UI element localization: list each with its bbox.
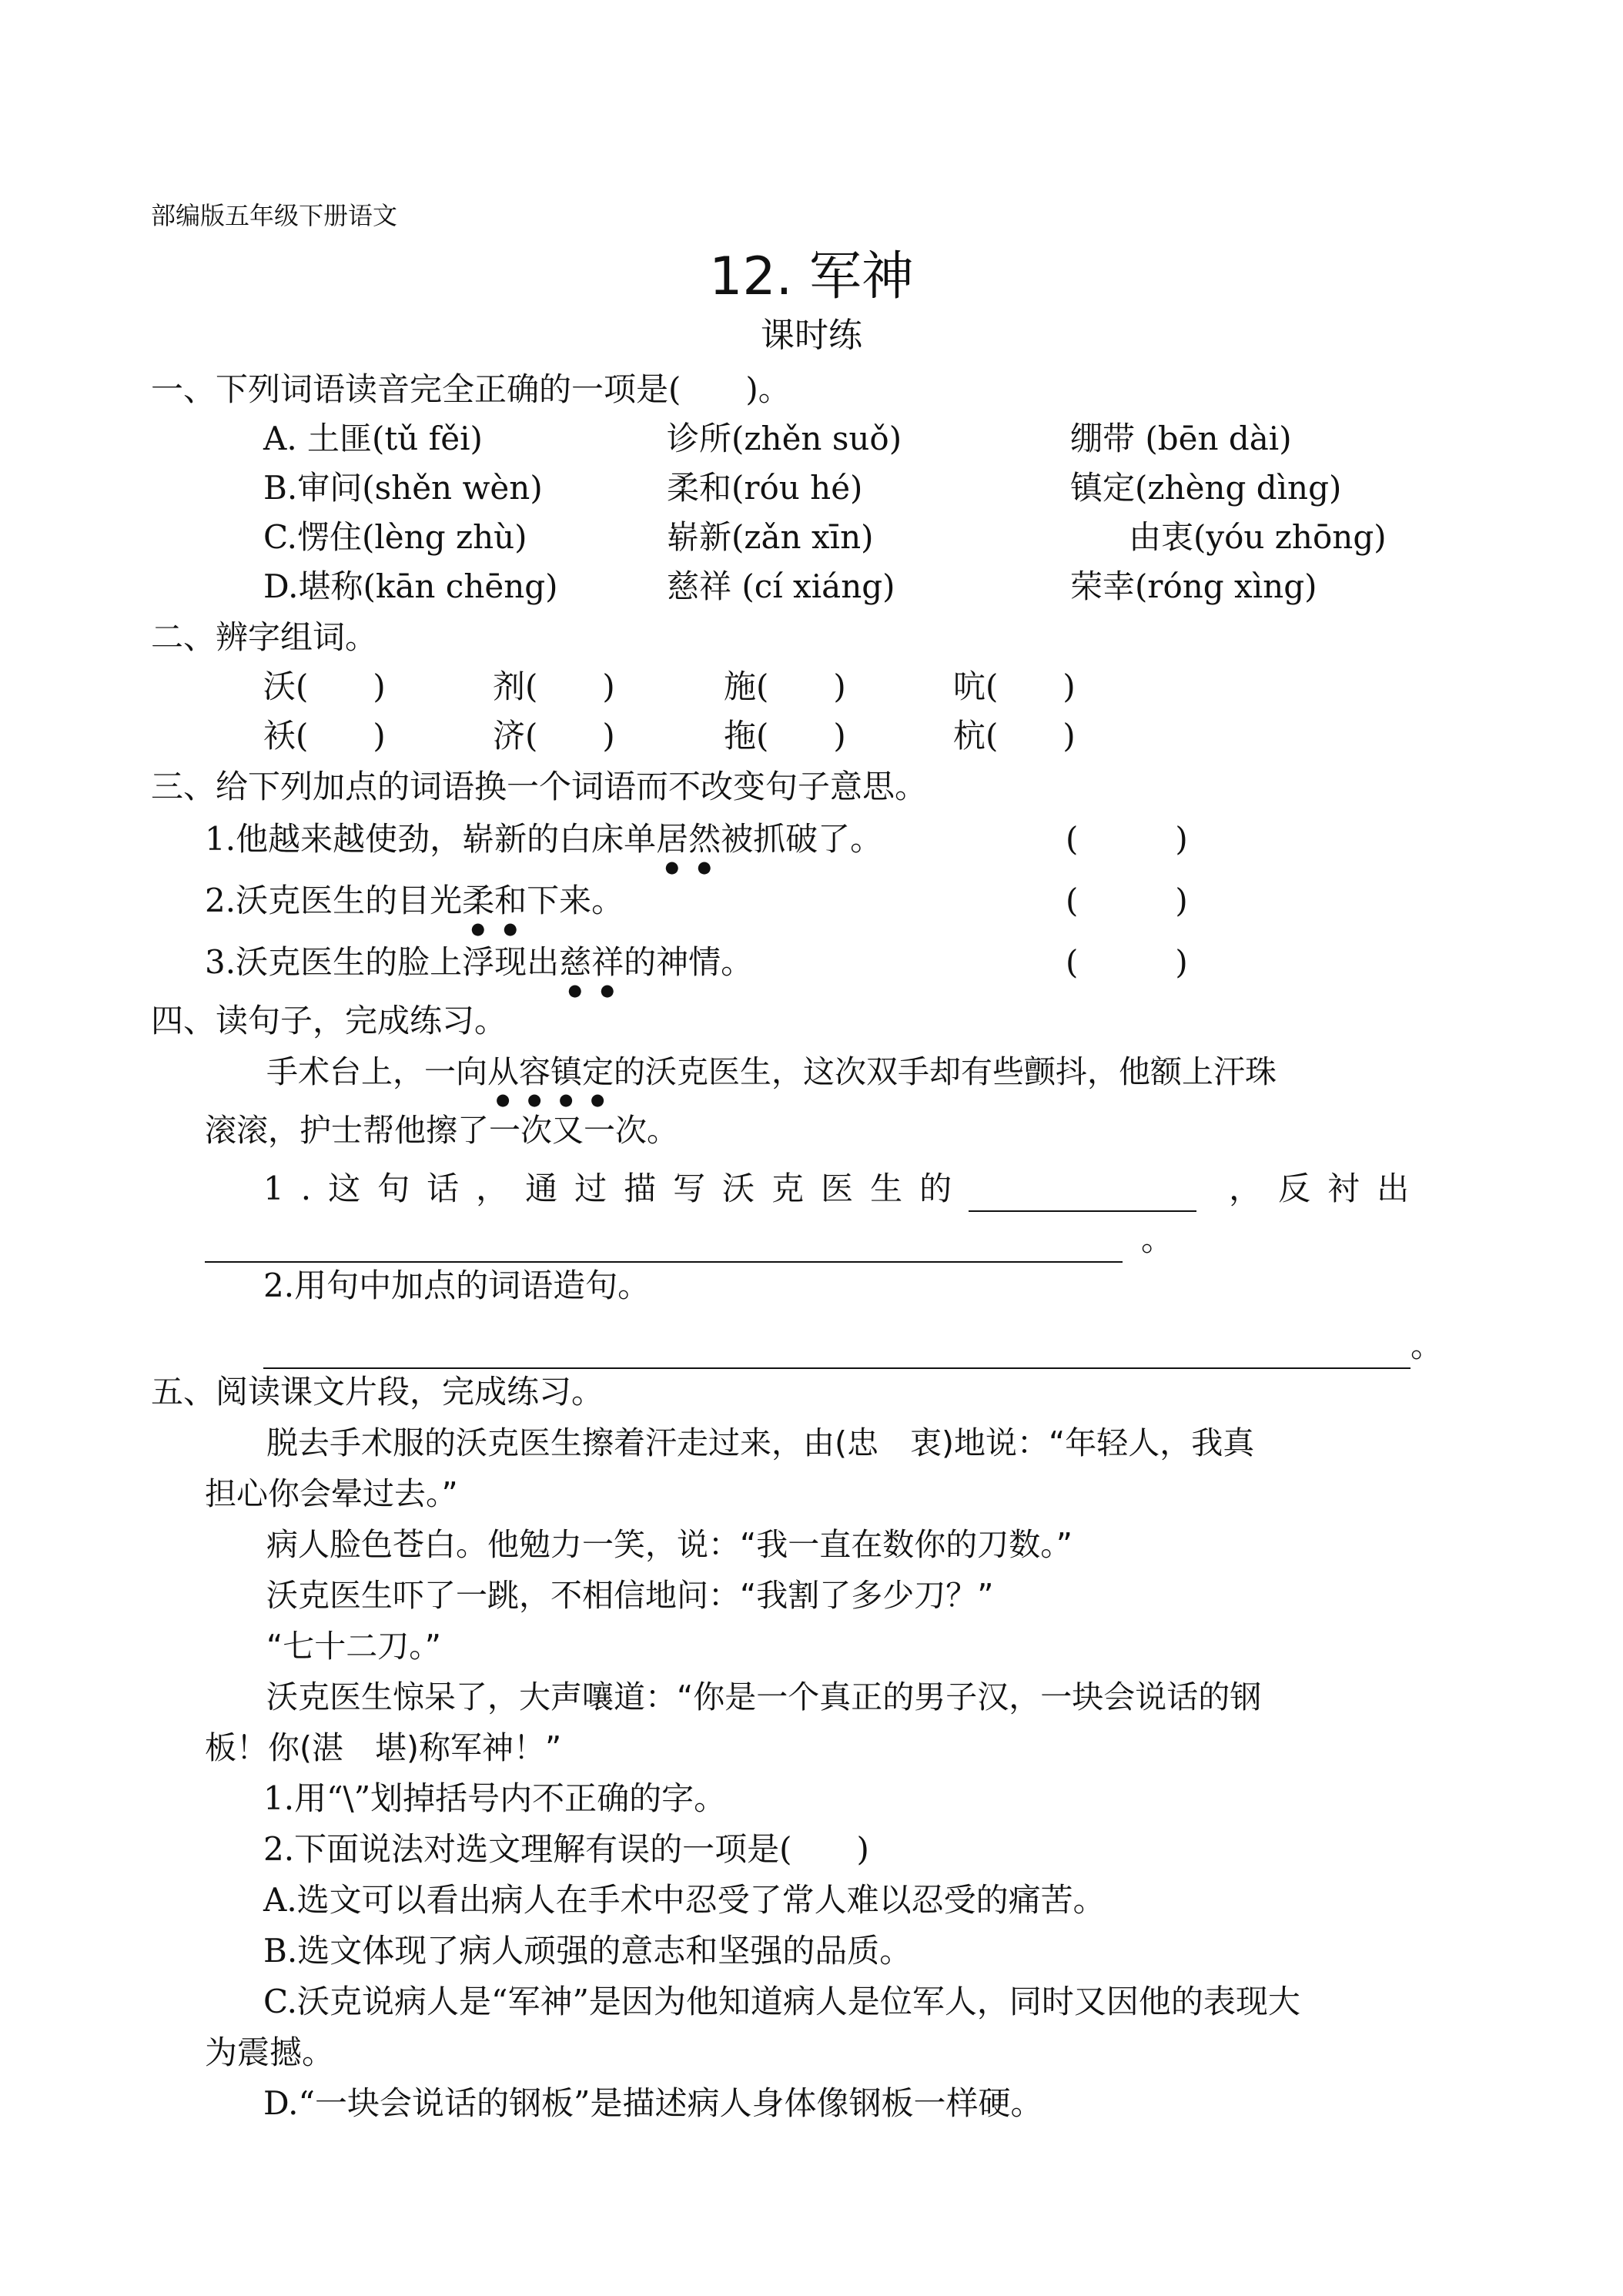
q1-d-3: 荣幸(róng xìng) [1070,567,1317,605]
q5-option-c-line-1: C.沃克说病人是“军神”是因为他知道病人是位军人，同时又因他的表现大 [263,1983,1300,2020]
q2-r1-1: 沃( ) [263,668,386,705]
q4-sub2-prompt: 2.用句中加点的词语造句。 [263,1267,651,1304]
q2-r2-2: 济( ) [493,717,615,755]
q3-s2-post: 下来。 [527,882,624,919]
q3-prompt: 三、给下列加点的词语换一个词语而不改变句子意思。 [151,768,928,805]
q4-s2-blank[interactable] [263,1324,1411,1369]
q2-r2-3: 拖( ) [724,717,846,755]
q5-option-a: A.选文可以看出病人在手术中忍受了常人难以忍受的痛苦。 [263,1881,1106,1919]
q3-s2-pre: 2.沃克医生的目光 [205,882,463,919]
q5-option-b: B.选文体现了病人顽强的意志和坚强的品质。 [263,1932,912,1970]
q5-option-c-line-2: 为震撼。 [205,2033,335,2071]
q3-s3-pre: 3.沃克医生的脸上浮现出 [205,943,560,981]
q5-passage-line-6: 沃克医生惊呆了，大声嚷道：“你是一个真正的男子汉，一块会说话的钢 [266,1678,1262,1715]
page-title: 12. 军神 [709,246,914,307]
q4-sub2-line [263,1324,1443,1369]
q4-sub1-line-2 [205,1218,1173,1263]
q2-r1-2: 剂( ) [493,668,615,705]
q1-d-1: D.堪称(kān chēng) [263,567,558,605]
q5-passage-line-3: 病人脸色苍白。他勉力一笑，说：“我一直在数你的刀数。” [266,1526,1073,1563]
q3-s3-dotted-word: 慈祥 [559,943,624,981]
q4-sub1-line-1 [263,1167,1426,1212]
q3-s1-dotted-word: 居然 [656,820,721,858]
q3-s2-answer[interactable]: ( ) [1066,882,1188,919]
q3-s3-answer[interactable]: ( ) [1066,943,1188,981]
q5-sub1: 1.用“\”划掉括号内不正确的字。 [263,1779,727,1817]
q4-s1-blank-1[interactable] [969,1167,1196,1212]
q1-b-3: 镇定(zhèng dìng) [1070,469,1342,507]
q1-c-1: C.愣住(lèng zhù) [263,518,527,556]
q3-sentence-2 [205,879,624,938]
q1-prompt: 一、下列词语读音完全正确的一项是( )。 [151,370,791,408]
q4-p1-dotted-word: 从容镇定 [487,1053,614,1090]
q5-sub2: 2.下面说法对选文理解有误的一项是( ) [263,1830,869,1868]
page-subtitle: 课时练 [761,316,862,355]
q1-a-3: 绷带 (bēn dài) [1070,420,1292,457]
q4-s1-text-b: ，反衬出 [1229,1170,1427,1207]
q3-s3-post: 的神情。 [624,943,754,981]
book-header: 部编版五年级下册语文 [151,201,398,230]
q5-passage-line-7: 板！你(湛 堪)称军神！” [205,1729,562,1766]
q1-a-2: 诊所(zhěn suǒ) [667,420,902,457]
q1-d-2: 慈祥 (cí xiáng) [667,567,895,605]
q1-c-3: 由衷(yóu zhōng) [1129,518,1387,556]
q3-s1-answer[interactable]: ( ) [1066,820,1188,858]
q4-p1-post: 的沃克医生，这次双手却有些颤抖，他额上汗珠 [614,1053,1277,1090]
q5-passage-line-1: 脱去手术服的沃克医生擦着汗走过来，由(忠 衷)地说：“年轻人，我真 [266,1424,1255,1461]
q5-option-d: D.“一块会说话的钢板”是描述病人身体像钢板一样硬。 [263,2084,1043,2122]
q4-passage-line-1 [266,1050,1277,1109]
q4-prompt: 四、读句子，完成练习。 [151,1002,507,1039]
q2-r1-4: 吭( ) [953,668,1076,705]
q1-c-2: 崭新(zǎn xīn) [667,518,874,556]
q3-s1-post: 被抓破了。 [721,820,883,858]
q4-passage-line-2: 滚滚，护士帮他擦了一次又一次。 [205,1112,678,1149]
q2-r2-4: 杭( ) [953,717,1076,755]
q5-prompt: 五、阅读课文片段，完成练习。 [151,1373,604,1411]
q2-r1-3: 施( ) [724,668,846,705]
q3-s1-pre: 1.他越来越使劲，崭新的白床单 [205,820,657,858]
q1-b-2: 柔和(róu hé) [667,469,863,507]
q1-a-1: A. 土匪(tǔ fěi) [263,420,483,457]
q5-passage-line-4: 沃克医生吓了一跳，不相信地问：“我割了多少刀？” [266,1577,994,1614]
q4-s1-blank-2[interactable] [205,1218,1123,1263]
q3-sentence-1 [205,818,882,876]
q5-passage-line-5: “七十二刀。” [266,1628,441,1665]
q3-s2-dotted-word: 柔和 [462,882,527,919]
q3-sentence-3 [205,941,753,999]
q2-r2-1: 袄( ) [263,717,386,755]
q5-passage-line-2: 担心你会晕过去。” [205,1475,458,1512]
q2-prompt: 二、辨字组词。 [151,618,378,656]
q4-p1-pre: 手术台上，一向 [266,1053,487,1090]
q4-s1-end: 。 [1141,1220,1174,1258]
q1-b-1: B.审问(shěn wèn) [263,469,543,507]
q4-s2-end: 。 [1411,1327,1444,1364]
q4-s1-text-a: 1.这句话，通过描写沃克医生的 [263,1170,969,1207]
